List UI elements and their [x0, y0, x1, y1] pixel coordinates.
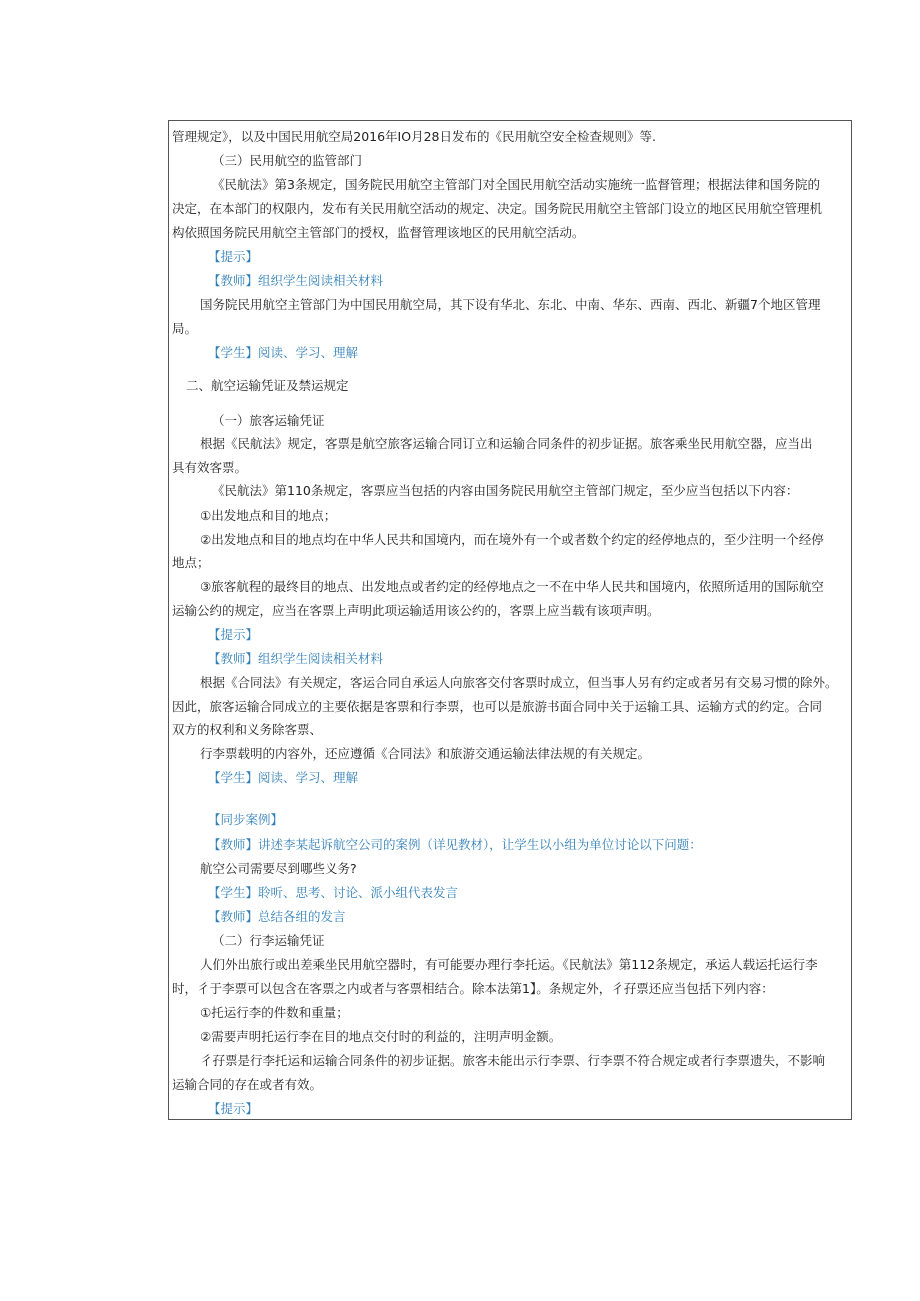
- tip-label: 【提示】: [208, 249, 259, 264]
- student-label: 【学生】聆听、思考、讨论、派小组代表发言: [208, 885, 459, 900]
- student-label: 【学生】阅读、学习、理解: [208, 770, 359, 785]
- student-label: 【学生】阅读、学习、理解: [208, 345, 359, 360]
- list-item: ②出发地点和目的地点均在中华人民共和国境内，而在境外有一个或者数个约定的经停地点的，至少注明一个经停: [200, 532, 824, 547]
- tip-label: 【提示】: [208, 1101, 259, 1116]
- section-heading: 二、航空运输凭证及禁运规定: [186, 378, 349, 393]
- text-line: 航空公司需要尽到哪些义务?: [200, 861, 357, 876]
- text-line: 人们外出旅行或出差乘坐民用航空器时，有可能要办理行李托运。《民航法》第112条规定，承运人载运托运行李: [200, 957, 818, 972]
- text-line: 《民航法》第3条规定，国务院民用航空主管部门对全国民用航空活动实施统一监督管理；根据法律和国务院的: [212, 177, 820, 192]
- section-heading: （三）民用航空的监管部门: [212, 153, 363, 168]
- teacher-label: 【教师】讲述李某起诉航空公司的案例（详见教材），让学生以小组为单位讨论以下问题：: [208, 837, 702, 852]
- list-item: ①出发地点和目的地点；: [200, 508, 337, 523]
- case-label: 【同步案例】: [208, 812, 284, 827]
- text-line: 地点；: [172, 555, 210, 570]
- teacher-label: 【教师】组织学生阅读相关材料: [208, 273, 384, 288]
- text-line: 行李票载明的内容外，还应遵循《合同法》和旅游交通运输法律法规的有关规定。: [200, 746, 651, 761]
- text-line: 根据《合同法》有关规定，客运合同自承运人向旅客交付客票时成立，但当事人另有约定或者另有交易习惯的除外。: [200, 675, 838, 690]
- text-line: 因此，旅客运输合同成立的主要依据是客票和行李票，也可以是旅游书面合同中关于运输工具、运输方式的约定。合同: [172, 699, 823, 714]
- text-line: 运输合同的存在或者有效。: [172, 1077, 323, 1092]
- text-line: 《民航法》第110条规定，客票应当包括的内容由国务院民用航空主管部门规定，至少应当包括以下内容：: [212, 483, 799, 498]
- text-line: 根据《民航法》规定，客票是航空旅客运输合同订立和运输合同条件的初步证据。旅客乘坐民用航空器，应当出: [200, 436, 813, 451]
- list-item: ②需要声明托运行李在目的地点交付时的利益的，注明声明金额。: [200, 1029, 562, 1044]
- text-line: 彳孖票是行李托运和运输合同条件的初步证据。旅客未能出示行李票、行李票不符合规定或者行李票遗失，不影响: [200, 1053, 826, 1068]
- text-line: 双方的权利和义务除客票、: [172, 722, 323, 737]
- teacher-label: 【教师】组织学生阅读相关材料: [208, 651, 384, 666]
- section-heading: （一）旅客运输凭证: [212, 413, 325, 428]
- text-line: 管理规定》，以及中国民用航空局2016年IO月28日发布的《民用航空安全检查规则》等.: [172, 129, 656, 144]
- text-line: 局。: [172, 321, 198, 336]
- teacher-label: 【教师】总结各组的发言: [208, 909, 346, 924]
- list-item: ③旅客航程的最终目的地点、出发地点或者约定的经停地点之一不在中华人民共和国境内，依照所适用的国际航空: [200, 579, 824, 594]
- list-item: ①托运行李的件数和重量；: [200, 1005, 349, 1020]
- text-line: 具有效客票。: [172, 460, 248, 475]
- text-line: 国务院民用航空主管部门为中国民用航空局，其下设有华北、东北、中南、华东、西南、西北、新疆7个地区管理: [200, 297, 821, 312]
- text-line: 时，彳于李票可以包含在客票之内或者与客票相结合。除本法第1】。条规定外，彳孖票还应当包括下列内容：: [172, 981, 774, 996]
- text-line: 决定，在本部门的权限内，发布有关民用航空活动的规定、决定。国务院民用航空主管部门设立的地区民用航空管理机: [172, 201, 823, 216]
- tip-label: 【提示】: [208, 627, 259, 642]
- text-line: 运输公约的规定，应当在客票上声明此项运输适用该公约的，客票上应当载有该项声明。: [172, 603, 660, 618]
- section-heading: （二）行李运输凭证: [212, 933, 325, 948]
- text-line: 构依照国务院民用航空主管部门的授权，监督管理该地区的民用航空活动。: [172, 225, 585, 240]
